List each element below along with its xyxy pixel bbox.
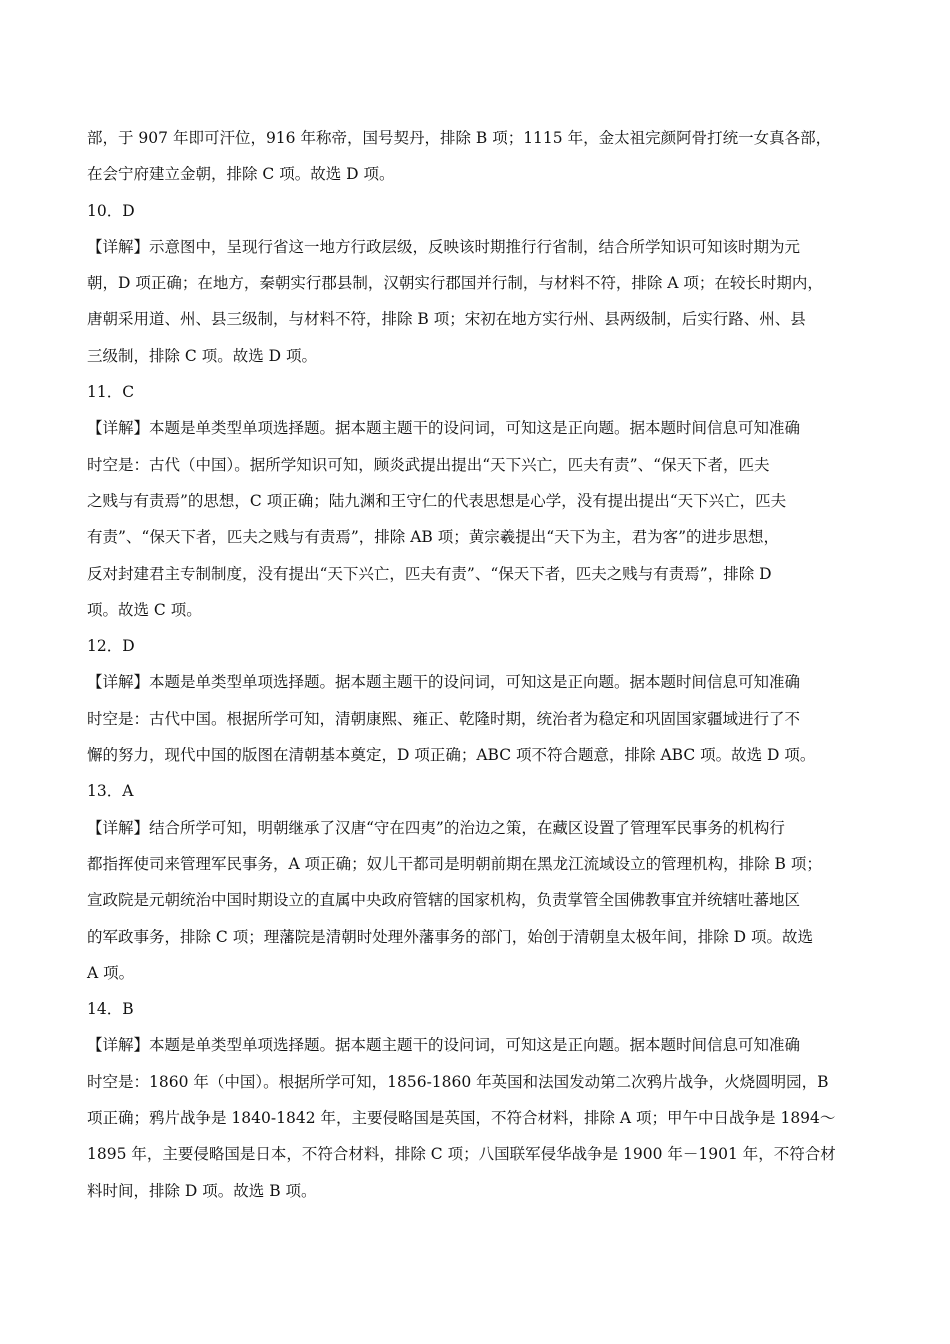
text-line: 宣政院是元朝统治中国时期设立的直属中央政府管辖的国家机构，负责掌管全国佛教事宜并统辖吐蕃地区	[87, 891, 801, 910]
text-line: 【详解】示意图中，呈现行省这一地方行政层级，反映该时期推行行省制，结合所学知识可知该时期为元	[87, 237, 801, 256]
text-line: A 项。	[87, 963, 135, 982]
text-line: 部，于 907 年即可汗位，916 年称帝，国号契丹，排除 B 项；1115 年，金太祖完颜阿骨打统一女真各部，	[87, 129, 832, 147]
text-line: 都指挥使司来管理军民事务，A 项正确；奴儿干都司是明朝前期在黑龙江流域设立的管理机构，排除 B 项；	[87, 854, 822, 873]
text-line: 懈的努力，现代中国的版图在清朝基本奠定，D 项正确；ABC 项不符合题意，排除 ABC 项。故选 D 项。	[87, 746, 816, 765]
text-line: 项正确；鸦片战争是 1840-1842 年，主要侵略国是英国，不符合材料，排除 A 项；甲午中日战争是 1894～	[87, 1109, 836, 1128]
text-line: 时空是：古代中国。根据所学可知，清朝康熙、雍正、乾隆时期，统治者为稳定和巩固国家疆域进行了不	[87, 709, 801, 728]
text-line: 之贱与有责焉”的思想，C 项正确；陆九渊和王守仁的代表思想是心学，没有提出提出“天下兴亡，匹夫	[87, 491, 787, 510]
text-line: 唐朝采用道、州、县三级制，与材料不符，排除 B 项；宋初在地方实行州、县两级制，后实行路、州、县	[87, 310, 806, 329]
text-line: 朝，D 项正确；在地方，秦朝实行郡县制，汉朝实行郡国并行制，与材料不符，排除 A 项；在较长时期内，	[87, 274, 823, 293]
text-line: 【详解】结合所学可知，明朝继承了汉唐“守在四夷”的治边之策，在藏区设置了管理军民事务的机构行	[87, 818, 785, 837]
text-line: 反对封建君主专制制度，没有提出“天下兴亡，匹夫有责”、“保天下者，匹夫之贱与有责焉”，排除 D	[87, 564, 772, 583]
text-line: 项。故选 C 项。	[87, 600, 202, 619]
text-line: 在会宁府建立金朝，排除 C 项。故选 D 项。	[87, 165, 395, 184]
text-line: 【详解】本题是单类型单项选择题。据本题主题干的设问词，可知这是正向题。据本题时间信息可知准确	[87, 419, 801, 438]
text-line: 1895 年，主要侵略国是日本，不符合材料，排除 C 项；八国联军侵华战争是 1900 年－1901 年，不符合材	[87, 1145, 836, 1164]
question-number: 14．B	[87, 1000, 134, 1019]
question-number: 13．A	[87, 782, 134, 801]
text-line: 【详解】本题是单类型单项选择题。据本题主题干的设问词，可知这是正向题。据本题时间信息可知准确	[87, 1036, 801, 1055]
text-line: 时空是：1860 年（中国）。根据所学可知，1856-1860 年英国和法国发动第二次鸦片战争，火烧圆明园，B	[87, 1072, 829, 1091]
text-line: 【详解】本题是单类型单项选择题。据本题主题干的设问词，可知这是正向题。据本题时间信息可知准确	[87, 673, 801, 692]
question-number: 11．C	[87, 383, 135, 402]
text-line: 料时间，排除 D 项。故选 B 项。	[87, 1181, 317, 1200]
text-line: 时空是：古代（中国）。据所学知识可知，顾炎武提出提出“天下兴亡，匹夫有责”、“保天下者，匹夫	[87, 455, 770, 474]
text-line: 的军政事务，排除 C 项；理藩院是清朝时处理外藩事务的部门，始创于清朝皇太极年间，排除 D 项。故选	[87, 927, 813, 946]
text-line: 有责”、“保天下者，匹夫之贱与有责焉”，排除 AB 项；黄宗羲提出“天下为主，君为客”的进步思想，	[87, 528, 780, 547]
question-number: 12．D	[87, 637, 135, 656]
question-number: 10．D	[87, 201, 135, 220]
answer-explanations	[87, 120, 863, 1209]
text-line: 三级制，排除 C 项。故选 D 项。	[87, 346, 317, 365]
